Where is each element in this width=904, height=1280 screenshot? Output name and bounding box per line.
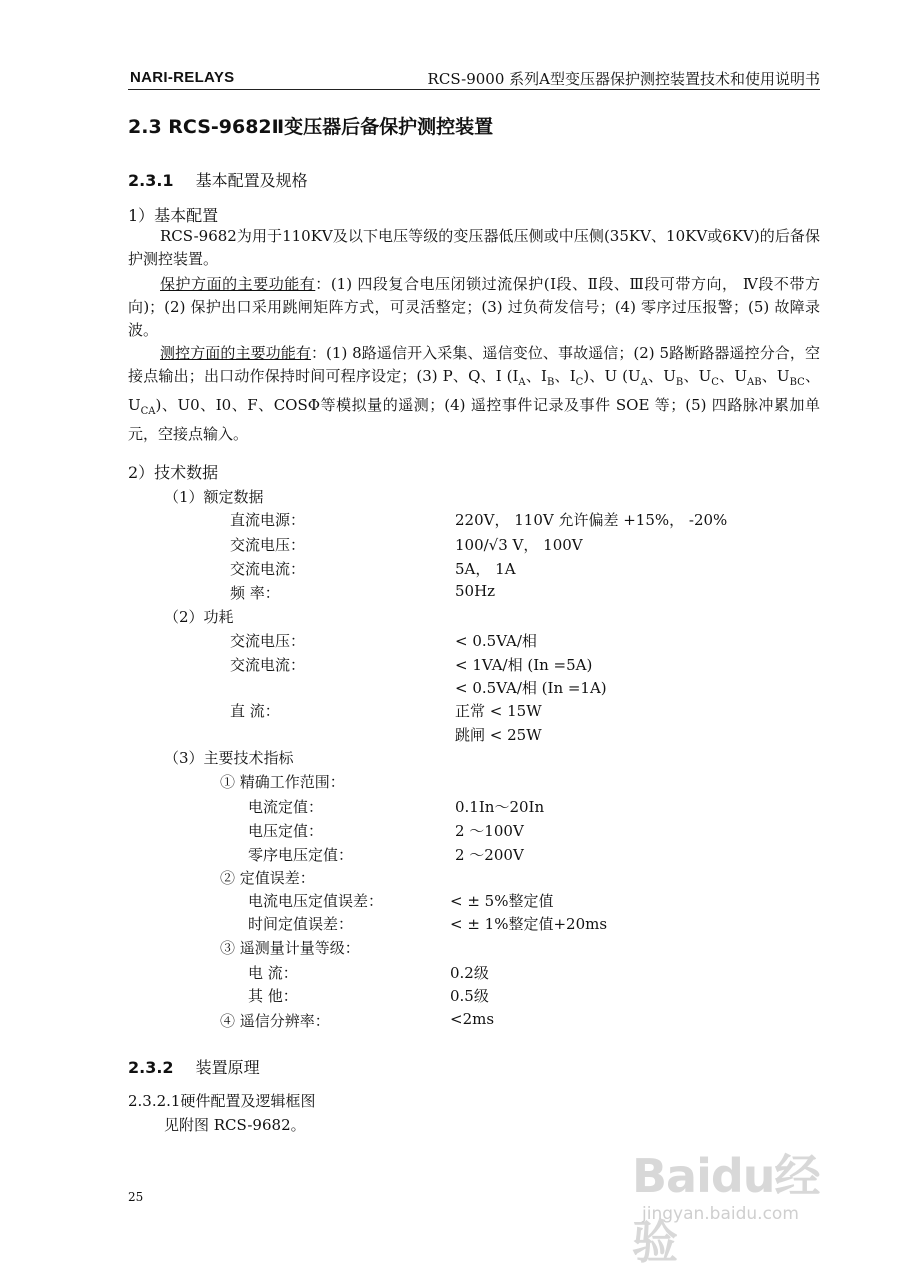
resolution-value: <2ms <box>450 1010 495 1028</box>
header-divider <box>128 89 820 90</box>
spec-value: < 0.5VA/相 (In =1A) <box>455 679 607 697</box>
sub-c: C <box>711 377 719 388</box>
hardware-text: 见附图 RCS-9682。 <box>164 1116 306 1134</box>
measurement-text: )、U0、I0、F、COSΦ等模拟量的遥测；(4) 遥控事件记录及事件 SOE 等；(5) 四路脉冲累加单元，空接点输入。 <box>128 396 820 443</box>
spec-value: 0.1In～20In <box>455 798 545 816</box>
spec-label: 直流电源： <box>230 511 306 529</box>
measurement-text: ：(1) 8路遥信开入采集、遥信变位、事故遥信；(2) 5路断路器遥控分合，空接点输出；出口动作保持时间可程序设定；(3) P、Q、I (I <box>128 344 820 385</box>
rated-data-heading: （1）额定数据 <box>164 488 264 506</box>
spec-label: 电压定值： <box>248 822 324 840</box>
spec-value: 正常 < 15W <box>455 702 542 720</box>
spec-label: 频 率： <box>230 584 280 602</box>
measurement-text: 、U <box>683 367 712 385</box>
spec-label: 零序电压定值： <box>248 846 354 864</box>
sub-c: C <box>575 377 584 388</box>
header-title: RCS-9000 系列A型变压器保护测控装置技术和使用说明书 <box>427 70 820 88</box>
sub-ca: CA <box>140 406 156 417</box>
spec-value: 100/√3 V， 100V <box>455 536 583 554</box>
spec-value: 50Hz <box>455 582 496 600</box>
measurement-text: 、U <box>761 367 790 385</box>
subsection-2-3-1 <box>128 168 308 191</box>
error-heading: ② 定值误差： <box>220 869 315 887</box>
protection-text: ：(1) 四段复合电压闭锁过流保护(Ⅰ段、Ⅱ段、Ⅲ段可带方向， Ⅳ段不带方向)；(2) 保护出口采用跳闸矩阵方式，可灵活整定；(3) 过负荷发信号；(4) 零序过压报警；(5) 故障录波。 <box>128 275 820 339</box>
spec-value: < ± 5%整定值 <box>450 892 554 910</box>
spec-value: 跳闸 < 25W <box>455 726 542 744</box>
resolution-label: ④ 遥信分辨率： <box>220 1012 330 1030</box>
header-brand: NARI-RELAYS <box>130 69 235 86</box>
spec-value: < 0.5VA/相 <box>455 632 537 650</box>
spec-label: 交流电压： <box>230 632 306 650</box>
sub-ab: AB <box>746 377 762 388</box>
subsection-title: 装置原理 <box>195 1058 260 1077</box>
tech-data-heading: 2）技术数据 <box>128 463 219 482</box>
spec-value: 0.5级 <box>450 987 489 1005</box>
basic-config-heading: 1）基本配置 <box>128 206 219 225</box>
spec-label: 交流电压： <box>230 536 306 554</box>
measurement-functions <box>128 342 820 446</box>
measurement-text: 、I <box>525 367 547 385</box>
spec-label: 交流电流： <box>230 560 306 578</box>
power-heading: （2）功耗 <box>164 608 234 626</box>
watermark-logo: Baidu经验 <box>632 1149 820 1269</box>
spec-value: < ± 1%整定值+20ms <box>450 915 608 933</box>
spec-label: 电流定值： <box>248 798 324 816</box>
spec-label: 交流电流： <box>230 656 306 674</box>
spec-value: 5A， 1A <box>455 560 516 578</box>
watermark-url: jingyan.baidu.com <box>642 1204 799 1224</box>
sub-a: A <box>640 377 648 388</box>
spec-value: 2 ～200V <box>455 846 524 864</box>
measurement-text: )、U (U <box>583 367 641 385</box>
spec-label: 直 流： <box>230 702 280 720</box>
subsection-title: 基本配置及规格 <box>195 171 308 190</box>
measurement-label: 测控方面的主要功能有 <box>160 344 311 362</box>
subsection-2-3-2 <box>128 1055 260 1078</box>
sub-bc: BC <box>789 377 805 388</box>
spec-value: 0.2级 <box>450 964 489 982</box>
measurement-text: 、I <box>554 367 576 385</box>
subsection-number: 2.3.1 <box>128 171 174 190</box>
section-title: 2.3 RCS-9682Ⅱ变压器后备保护测控装置 <box>128 116 494 138</box>
spec-value: 2 ～100V <box>455 822 524 840</box>
sub-b: B <box>675 377 684 388</box>
sub-b: B <box>546 377 555 388</box>
range-heading: ① 精确工作范围： <box>220 773 345 791</box>
basic-config-intro: RCS-9682为用于110KV及以下电压等级的变压器低压侧或中压侧(35KV、10KV或6KV)的后备保护测控装置。 <box>128 227 820 268</box>
spec-value: < 1VA/相 (In =5A) <box>455 656 593 674</box>
protection-label: 保护方面的主要功能有 <box>160 275 316 293</box>
sub-a: A <box>518 377 526 388</box>
spec-label: 其 他： <box>248 987 298 1005</box>
telemetry-heading: ③ 遥测量计量等级： <box>220 939 360 957</box>
spec-label: 时间定值误差： <box>248 915 354 933</box>
spec-label: 电 流： <box>248 964 298 982</box>
measurement-text: 、U <box>718 367 747 385</box>
baidu-jingyan-watermark <box>632 1140 842 1269</box>
spec-value: 220V， 110V 允许偏差 +15%， -20% <box>455 511 728 529</box>
main-specs-heading: （3）主要技术指标 <box>164 749 294 767</box>
spec-label: 电流电压定值误差： <box>248 892 384 910</box>
subsection-number: 2.3.2 <box>128 1058 174 1077</box>
measurement-text: 、U <box>128 367 820 414</box>
hardware-heading: 2.3.2.1硬件配置及逻辑框图 <box>128 1092 316 1110</box>
measurement-text: 、U <box>647 367 676 385</box>
protection-functions <box>128 273 820 342</box>
page-number: 25 <box>128 1190 144 1204</box>
